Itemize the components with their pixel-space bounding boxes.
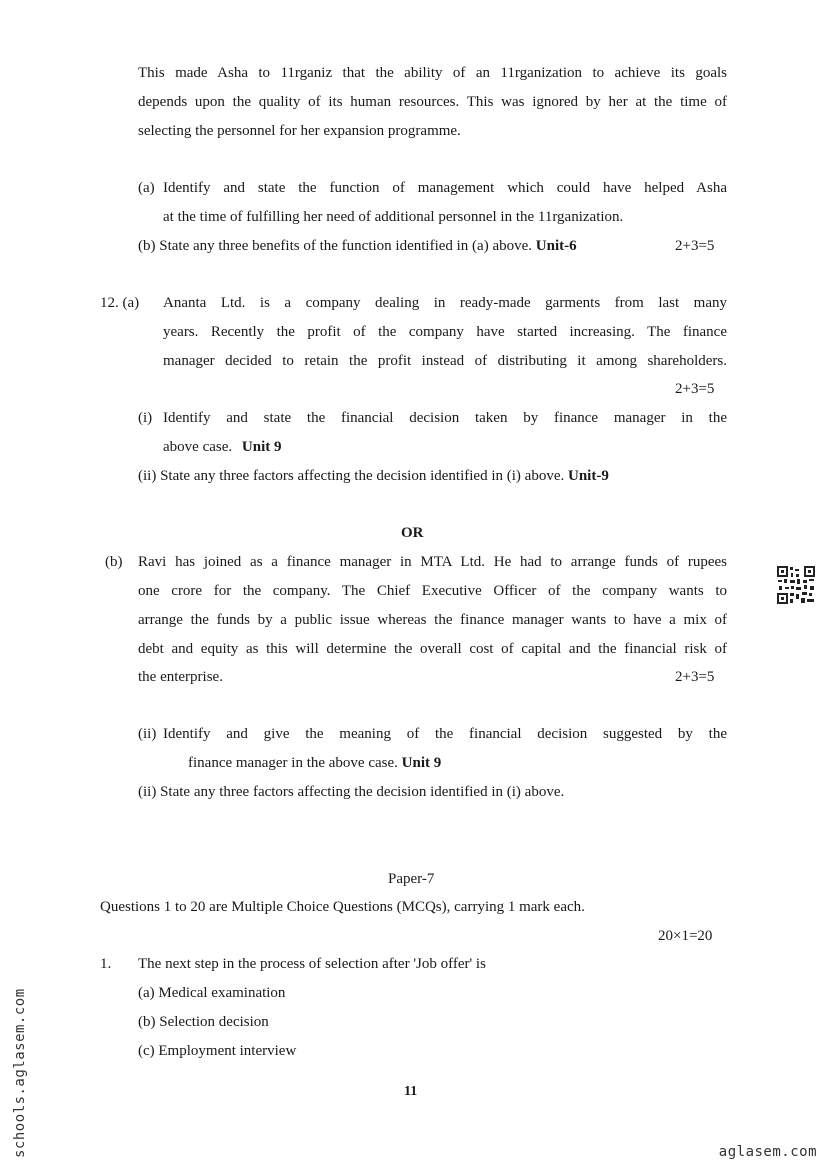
intro-line-3: selecting the personnel for her expansion programme. <box>138 123 461 139</box>
q12-b-line-1: Ravi has joined as a finance manager in MTA Ltd. He had to arrange funds of rupees <box>138 554 727 570</box>
intro-line-2: depends upon the quality of its human resources. This was ignored by her at the time of <box>138 94 727 110</box>
q12-a-line-3: manager decided to retain the profit instead of distributing it among shareholders. <box>163 353 727 369</box>
or-separator: OR <box>401 525 424 541</box>
q12-a-line-1: Ananta Ltd. is a company dealing in ready-made garments from last many <box>163 295 727 311</box>
q12-b-i-line-2: finance manager in the above case. <box>188 755 398 771</box>
q11-b-text: (b) State any three benefits of the function identified in (a) above. <box>138 238 533 254</box>
mcq1-question: The next step in the process of selection after 'Job offer' is <box>138 956 486 972</box>
q12-b-line-5: the enterprise. <box>138 669 223 685</box>
q11-marks: 2+3=5 <box>675 238 715 254</box>
watermark-side: schools.aglasem.com <box>12 988 28 1158</box>
q12-b-ii-line: (ii) State any three factors affecting the decision identified in (i) above. <box>138 784 565 800</box>
q12-b-marks: 2+3=5 <box>675 669 715 685</box>
q11-b-unit: Unit-6 <box>535 238 577 254</box>
q12-b-label: (b) <box>105 554 123 570</box>
q12-i-unit: Unit 9 <box>241 439 282 455</box>
q12-a-marks: 2+3=5 <box>675 381 715 397</box>
q12-i-line-2: above case. <box>163 439 233 455</box>
q12-ii-line <box>138 466 609 486</box>
q12-ii-text: (ii) State any three factors affecting the decision identified in (i) above. <box>138 468 565 484</box>
mcq1-number: 1. <box>100 956 112 972</box>
q12-b-i-label: (ii) <box>138 726 157 742</box>
paper-marks: 20×1=20 <box>658 928 713 944</box>
q12-i-label: (i) <box>138 410 153 426</box>
paper-title: Paper-7 <box>388 871 435 887</box>
q12-b-line-3: arrange the funds by a public issue whereas the finance manager wants to have a mix of <box>138 612 727 628</box>
q12-a-line-2: years. Recently the profit of the company have started increasing. The finance <box>163 324 727 340</box>
paper-instructions: Questions 1 to 20 are Multiple Choice Questions (MCQs), carrying 1 mark each. <box>100 899 585 915</box>
q11-a-line-2: at the time of fulfilling her need of additional personnel in the 11rganization. <box>163 209 624 225</box>
qr-code-icon <box>776 565 816 605</box>
q11-b-line <box>138 236 577 256</box>
q12-ii-unit: Unit-9 <box>567 468 609 484</box>
q12-b-i-unit: Unit 9 <box>401 755 442 771</box>
q11-a-label: (a) <box>138 180 155 196</box>
q12-number: 12. (a) <box>100 295 140 311</box>
mcq1-option-a: (a) Medical examination <box>138 985 286 1001</box>
q12-b-line-4: debt and equity as this will determine the overall cost of capital and the financial risk of <box>138 641 727 657</box>
watermark-bottom: aglasem.com <box>718 1144 817 1160</box>
page-number: 11 <box>404 1084 418 1099</box>
q12-b-i-line-2-wrap <box>188 753 441 773</box>
q11-a-line-1: Identify and state the function of management which could have helped Asha <box>163 180 727 196</box>
mcq1-option-c: (c) Employment interview <box>138 1043 297 1059</box>
q12-i-line-1: Identify and state the financial decision taken by finance manager in the <box>163 410 727 426</box>
q12-i-line-2-wrap <box>163 437 281 457</box>
mcq1-option-b: (b) Selection decision <box>138 1014 269 1030</box>
q12-b-i-line-1: Identify and give the meaning of the financial decision suggested by the <box>163 726 727 742</box>
intro-line-1: This made Asha to 11rganiz that the ability of an 11rganization to achieve its goals <box>138 65 727 81</box>
q12-b-line-2: one crore for the company. The Chief Executive Officer of the company wants to <box>138 583 727 599</box>
